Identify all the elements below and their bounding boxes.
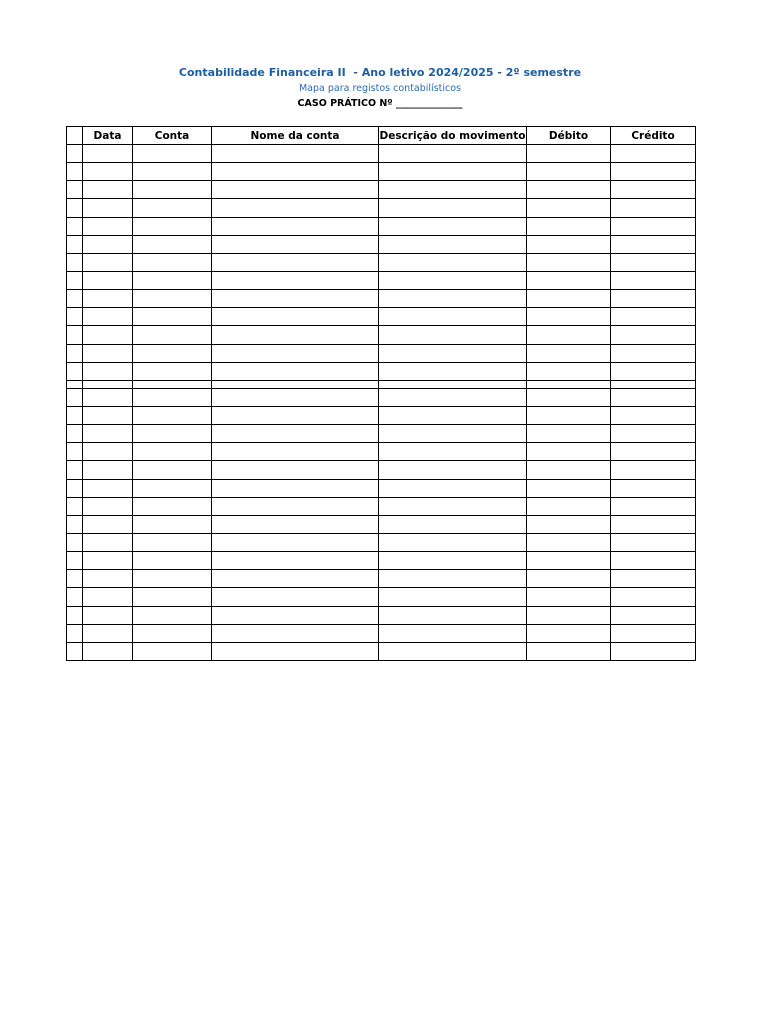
document-title: Contabilidade Financeira II - Ano letivo 2024/2025 - 2º semestre <box>178 66 582 79</box>
ledger-cell[interactable] <box>379 406 527 424</box>
ledger-cell[interactable] <box>67 290 83 308</box>
ledger-cell[interactable] <box>67 380 83 388</box>
ledger-cell[interactable] <box>527 406 611 424</box>
ledger-cell[interactable] <box>83 181 133 199</box>
ledger-cell[interactable] <box>527 624 611 642</box>
ledger-cell[interactable] <box>83 308 133 326</box>
ledger-cell[interactable] <box>83 199 133 217</box>
ledger-cell[interactable] <box>527 642 611 660</box>
ledger-cell[interactable] <box>133 326 212 344</box>
ledger-cell[interactable] <box>611 425 696 443</box>
ledger-cell[interactable] <box>527 181 611 199</box>
ledger-cell[interactable] <box>67 515 83 533</box>
ledger-cell[interactable] <box>67 308 83 326</box>
ledger-cell[interactable] <box>379 199 527 217</box>
ledger-cell[interactable] <box>67 181 83 199</box>
table-row <box>67 145 696 163</box>
ledger-cell[interactable] <box>379 642 527 660</box>
ledger-cell[interactable] <box>527 443 611 461</box>
column-header-debito: Débito <box>527 127 611 145</box>
ledger-cell[interactable] <box>611 588 696 606</box>
ledger-cell[interactable] <box>611 406 696 424</box>
ledger-cell[interactable] <box>83 552 133 570</box>
ledger-cell[interactable] <box>611 380 696 388</box>
ledger-cell[interactable] <box>67 624 83 642</box>
ledger-cell[interactable] <box>379 425 527 443</box>
ledger-cell[interactable] <box>67 362 83 380</box>
table-row <box>67 588 696 606</box>
ledger-cell[interactable] <box>379 163 527 181</box>
ledger-cell[interactable] <box>133 290 212 308</box>
ledger-cell[interactable] <box>67 326 83 344</box>
ledger-cell[interactable] <box>212 443 379 461</box>
ledger-cell[interactable] <box>212 253 379 271</box>
ledger-cell[interactable] <box>212 308 379 326</box>
ledger-cell[interactable] <box>611 199 696 217</box>
ledger-cell[interactable] <box>379 497 527 515</box>
ledger-cell[interactable] <box>527 479 611 497</box>
ledger-cell[interactable] <box>67 443 83 461</box>
ledger-cell[interactable] <box>527 344 611 362</box>
table-row <box>67 624 696 642</box>
ledger-cell[interactable] <box>133 181 212 199</box>
ledger-cell[interactable] <box>83 145 133 163</box>
ledger-cell[interactable] <box>527 425 611 443</box>
ledger-cell[interactable] <box>133 406 212 424</box>
table-row <box>67 344 696 362</box>
ledger-cell[interactable] <box>212 479 379 497</box>
ledger-cell[interactable] <box>133 624 212 642</box>
ledger-cell[interactable] <box>379 290 527 308</box>
ledger-cell[interactable] <box>83 624 133 642</box>
ledger-cell[interactable] <box>83 163 133 181</box>
ledger-cell[interactable] <box>379 479 527 497</box>
ledger-cell[interactable] <box>212 362 379 380</box>
ledger-cell[interactable] <box>212 326 379 344</box>
ledger-cell[interactable] <box>67 479 83 497</box>
ledger-cell[interactable] <box>67 642 83 660</box>
table-row <box>67 388 696 406</box>
ledger-cell[interactable] <box>527 533 611 551</box>
ledger-cell[interactable] <box>212 344 379 362</box>
ledger-cell[interactable] <box>379 344 527 362</box>
table-row <box>67 570 696 588</box>
ledger-cell[interactable] <box>527 290 611 308</box>
ledger-cell[interactable] <box>83 271 133 289</box>
ledger-cell[interactable] <box>379 624 527 642</box>
ledger-cell[interactable] <box>212 145 379 163</box>
ledger-cell[interactable] <box>527 362 611 380</box>
ledger-cell[interactable] <box>133 271 212 289</box>
ledger-cell[interactable] <box>133 515 212 533</box>
ledger-cell[interactable] <box>212 588 379 606</box>
column-header-nome-da-conta: Nome da conta <box>212 127 379 145</box>
ledger-cell[interactable] <box>83 217 133 235</box>
column-header-data: Data <box>83 127 133 145</box>
ledger-cell[interactable] <box>379 362 527 380</box>
ledger-cell[interactable] <box>379 515 527 533</box>
ledger-cell[interactable] <box>527 199 611 217</box>
ledger-cell[interactable] <box>83 235 133 253</box>
table-row <box>67 497 696 515</box>
ledger-cell[interactable] <box>611 163 696 181</box>
ledger-cell[interactable] <box>133 253 212 271</box>
ledger-cell[interactable] <box>527 588 611 606</box>
ledger-cell[interactable] <box>67 497 83 515</box>
ledger-cell[interactable] <box>83 290 133 308</box>
table-row <box>67 199 696 217</box>
ledger-cell[interactable] <box>83 253 133 271</box>
ledger-cell[interactable] <box>212 380 379 388</box>
ledger-cell[interactable] <box>611 552 696 570</box>
ledger-cell[interactable] <box>611 624 696 642</box>
ledger-cell[interactable] <box>611 461 696 479</box>
ledger-table <box>66 126 696 661</box>
ledger-cell[interactable] <box>67 145 83 163</box>
ledger-cell[interactable] <box>611 235 696 253</box>
ledger-cell[interactable] <box>83 406 133 424</box>
ledger-cell[interactable] <box>133 606 212 624</box>
ledger-cell[interactable] <box>133 425 212 443</box>
ledger-cell[interactable] <box>83 642 133 660</box>
table-row <box>67 533 696 551</box>
ledger-cell[interactable] <box>83 461 133 479</box>
ledger-cell[interactable] <box>67 552 83 570</box>
ledger-cell[interactable] <box>379 588 527 606</box>
ledger-cell[interactable] <box>212 515 379 533</box>
ledger-cell[interactable] <box>611 606 696 624</box>
ledger-cell[interactable] <box>611 362 696 380</box>
ledger-cell[interactable] <box>67 588 83 606</box>
table-row-split <box>67 380 696 388</box>
ledger-cell[interactable] <box>379 253 527 271</box>
column-header-descricao: Descrição do movimento <box>379 127 527 145</box>
ledger-cell[interactable] <box>611 217 696 235</box>
ledger-cell[interactable] <box>379 388 527 406</box>
ledger-cell[interactable] <box>527 271 611 289</box>
column-header-credito: Crédito <box>611 127 696 145</box>
ledger-cell[interactable] <box>67 570 83 588</box>
ledger-cell[interactable] <box>133 145 212 163</box>
ledger-cell[interactable] <box>527 606 611 624</box>
table-row <box>67 443 696 461</box>
ledger-cell[interactable] <box>212 290 379 308</box>
ledger-cell[interactable] <box>212 181 379 199</box>
ledger-cell[interactable] <box>83 388 133 406</box>
ledger-cell[interactable] <box>67 606 83 624</box>
ledger-cell[interactable] <box>212 642 379 660</box>
ledger-cell[interactable] <box>611 253 696 271</box>
ledger-cell[interactable] <box>133 588 212 606</box>
ledger-cell[interactable] <box>212 388 379 406</box>
table-row <box>67 362 696 380</box>
ledger-cell[interactable] <box>527 570 611 588</box>
ledger-cell[interactable] <box>379 326 527 344</box>
ledger-cell[interactable] <box>133 642 212 660</box>
ledger-cell[interactable] <box>133 552 212 570</box>
ledger-cell[interactable] <box>611 290 696 308</box>
case-number-label: CASO PRÁTICO Nº ______________ <box>297 98 463 109</box>
ledger-cell[interactable] <box>379 552 527 570</box>
ledger-cell[interactable] <box>379 443 527 461</box>
ledger-cell[interactable] <box>133 533 212 551</box>
ledger-cell[interactable] <box>67 461 83 479</box>
ledger-cell[interactable] <box>212 163 379 181</box>
ledger-cell[interactable] <box>83 443 133 461</box>
table-row <box>67 642 696 660</box>
ledger-header-row <box>67 127 696 145</box>
ledger-cell[interactable] <box>83 533 133 551</box>
ledger-body <box>67 145 696 661</box>
ledger-cell[interactable] <box>212 217 379 235</box>
ledger-cell[interactable] <box>67 271 83 289</box>
ledger-cell[interactable] <box>212 606 379 624</box>
ledger-cell[interactable] <box>527 253 611 271</box>
table-row <box>67 425 696 443</box>
ledger-cell[interactable] <box>133 570 212 588</box>
ledger-cell[interactable] <box>133 388 212 406</box>
ledger-cell[interactable] <box>67 533 83 551</box>
ledger-cell[interactable] <box>611 271 696 289</box>
table-row <box>67 308 696 326</box>
table-row <box>67 326 696 344</box>
ledger-cell[interactable] <box>379 145 527 163</box>
ledger-cell[interactable] <box>133 235 212 253</box>
ledger-cell[interactable] <box>67 425 83 443</box>
ledger-cell[interactable] <box>212 533 379 551</box>
ledger-cell[interactable] <box>133 497 212 515</box>
ledger-cell[interactable] <box>379 308 527 326</box>
ledger-cell[interactable] <box>83 479 133 497</box>
ledger-cell[interactable] <box>527 163 611 181</box>
ledger-cell[interactable] <box>527 497 611 515</box>
table-row <box>67 181 696 199</box>
ledger-cell[interactable] <box>379 181 527 199</box>
ledger-cell[interactable] <box>611 181 696 199</box>
ledger-cell[interactable] <box>611 145 696 163</box>
ledger-cell[interactable] <box>379 235 527 253</box>
ledger-cell[interactable] <box>379 606 527 624</box>
table-row <box>67 515 696 533</box>
ledger-cell[interactable] <box>527 235 611 253</box>
ledger-cell[interactable] <box>527 552 611 570</box>
ledger-cell[interactable] <box>83 425 133 443</box>
ledger-cell[interactable] <box>83 380 133 388</box>
ledger-cell[interactable] <box>379 533 527 551</box>
ledger-cell[interactable] <box>611 497 696 515</box>
ledger-cell[interactable] <box>67 235 83 253</box>
ledger-cell[interactable] <box>83 588 133 606</box>
ledger-cell[interactable] <box>133 308 212 326</box>
ledger-cell[interactable] <box>133 217 212 235</box>
ledger-cell[interactable] <box>379 380 527 388</box>
ledger-cell[interactable] <box>83 326 133 344</box>
table-row <box>67 406 696 424</box>
ledger-cell[interactable] <box>212 552 379 570</box>
ledger-cell[interactable] <box>83 515 133 533</box>
ledger-cell[interactable] <box>67 344 83 362</box>
ledger-cell[interactable] <box>133 362 212 380</box>
ledger-cell[interactable] <box>212 199 379 217</box>
table-row <box>67 217 696 235</box>
table-row <box>67 271 696 289</box>
ledger-cell[interactable] <box>527 461 611 479</box>
ledger-cell[interactable] <box>67 388 83 406</box>
ledger-cell[interactable] <box>527 145 611 163</box>
ledger-cell[interactable] <box>379 217 527 235</box>
ledger-cell[interactable] <box>212 235 379 253</box>
ledger-cell[interactable] <box>527 380 611 388</box>
table-row <box>67 235 696 253</box>
table-row <box>67 253 696 271</box>
ledger-cell[interactable] <box>527 217 611 235</box>
ledger-cell[interactable] <box>611 388 696 406</box>
ledger-cell[interactable] <box>212 570 379 588</box>
ledger-cell[interactable] <box>133 344 212 362</box>
ledger-cell[interactable] <box>379 570 527 588</box>
ledger-cell[interactable] <box>611 344 696 362</box>
ledger-cell[interactable] <box>67 163 83 181</box>
ledger-cell[interactable] <box>611 533 696 551</box>
ledger-cell[interactable] <box>67 406 83 424</box>
ledger-cell[interactable] <box>379 461 527 479</box>
ledger-cell[interactable] <box>83 606 133 624</box>
ledger-cell[interactable] <box>611 443 696 461</box>
ledger-cell[interactable] <box>212 406 379 424</box>
ledger-cell[interactable] <box>83 497 133 515</box>
ledger-cell[interactable] <box>83 344 133 362</box>
ledger-cell[interactable] <box>212 461 379 479</box>
ledger-cell[interactable] <box>527 515 611 533</box>
ledger-cell[interactable] <box>133 380 212 388</box>
ledger-cell[interactable] <box>67 199 83 217</box>
ledger-cell[interactable] <box>67 217 83 235</box>
table-row <box>67 461 696 479</box>
ledger-cell[interactable] <box>133 199 212 217</box>
ledger-cell[interactable] <box>133 163 212 181</box>
ledger-cell[interactable] <box>83 362 133 380</box>
table-row <box>67 479 696 497</box>
ledger-cell[interactable] <box>611 570 696 588</box>
ledger-cell[interactable] <box>133 479 212 497</box>
ledger-cell[interactable] <box>527 388 611 406</box>
ledger-cell[interactable] <box>67 253 83 271</box>
column-header-conta: Conta <box>133 127 212 145</box>
ledger-cell[interactable] <box>611 479 696 497</box>
column-header-index <box>67 127 83 145</box>
table-row <box>67 163 696 181</box>
ledger-cell[interactable] <box>611 515 696 533</box>
ledger-cell[interactable] <box>83 570 133 588</box>
document-subtitle: Mapa para registos contabilísticos <box>298 83 461 94</box>
ledger-cell[interactable] <box>527 308 611 326</box>
ledger-cell[interactable] <box>379 271 527 289</box>
ledger-cell[interactable] <box>527 326 611 344</box>
ledger-cell[interactable] <box>212 497 379 515</box>
ledger-cell[interactable] <box>611 642 696 660</box>
ledger-cell[interactable] <box>212 425 379 443</box>
ledger-cell[interactable] <box>133 461 212 479</box>
table-row <box>67 290 696 308</box>
ledger-cell[interactable] <box>133 443 212 461</box>
table-row <box>67 606 696 624</box>
ledger-cell[interactable] <box>611 308 696 326</box>
ledger-cell[interactable] <box>212 271 379 289</box>
ledger-cell[interactable] <box>212 624 379 642</box>
ledger-cell[interactable] <box>611 326 696 344</box>
table-row <box>67 552 696 570</box>
